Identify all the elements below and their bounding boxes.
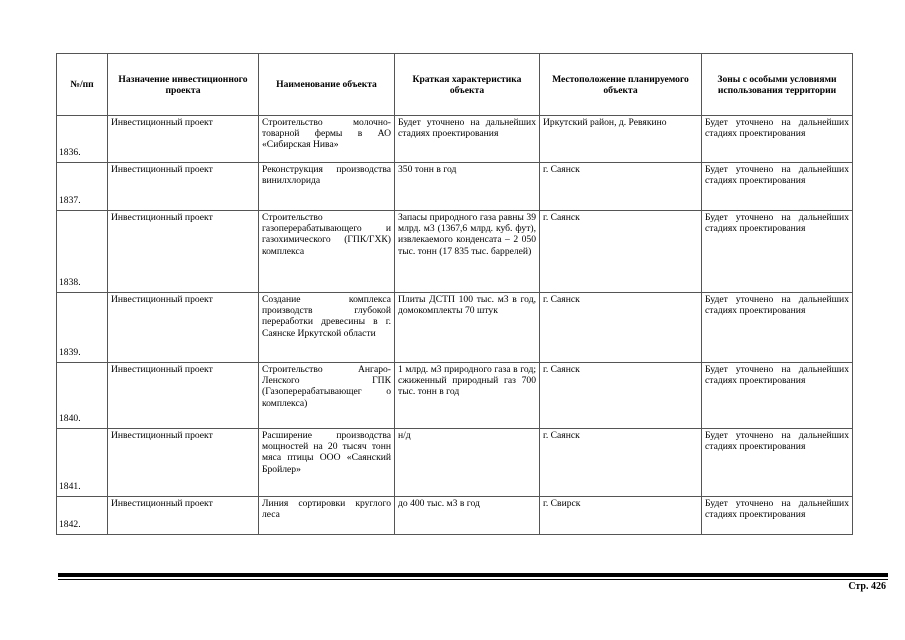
table-row [57,429,853,497]
row-number: 1842. [57,497,108,535]
investment-projects-table [56,53,853,535]
table-header-row [57,54,853,116]
row-special-zones: Будет уточнено на дальнейших стадиях проектирования [702,293,853,363]
footer-divider-thick [58,573,888,577]
row-object-name: Реконструкция производства винилхлорида [259,163,395,211]
row-number: 1836. [57,116,108,163]
row-purpose: Инвестиционный проект [108,497,259,535]
row-location: Иркутский район, д. Ревякино [540,116,702,163]
row-number: 1837. [57,163,108,211]
row-special-zones: Будет уточнено на дальнейших стадиях проектирования [702,116,853,163]
table-row [57,293,853,363]
row-characteristics: Будет уточнено на дальнейших стадиях проектирования [395,116,540,163]
row-object-name: Создание комплекса производств глубокой переработки древесины в г. Саянске Иркутской области [259,293,395,363]
row-characteristics: Плиты ДСТП 100 тыс. м3 в год, домокомплекты 70 штук [395,293,540,363]
table-row [57,116,853,163]
row-characteristics: н/д [395,429,540,497]
row-object-name: Строительство Ангаро-Ленского ГПК (Газоперерабатывающег о комплекса) [259,363,395,429]
row-purpose: Инвестиционный проект [108,429,259,497]
table-row [57,363,853,429]
header-object-name: Наименование объекта [259,54,395,116]
row-location: г. Свирск [540,497,702,535]
row-location: г. Саянск [540,211,702,293]
row-purpose: Инвестиционный проект [108,363,259,429]
footer-divider-thin [58,579,888,580]
row-special-zones: Будет уточнено на дальнейших стадиях проектирования [702,497,853,535]
row-object-name: Линия сортировки круглого леса [259,497,395,535]
row-purpose: Инвестиционный проект [108,163,259,211]
header-special-zones: Зоны с особыми условиями использования территории [702,54,853,116]
row-special-zones: Будет уточнено на дальнейших стадиях проектирования [702,211,853,293]
row-location: г. Саянск [540,363,702,429]
header-location: Местоположение планируемого объекта [540,54,702,116]
row-purpose: Инвестиционный проект [108,116,259,163]
header-characteristics: Краткая характеристика объекта [395,54,540,116]
row-purpose: Инвестиционный проект [108,293,259,363]
table-row [57,211,853,293]
row-special-zones: Будет уточнено на дальнейших стадиях проектирования [702,429,853,497]
row-location: г. Саянск [540,163,702,211]
row-special-zones: Будет уточнено на дальнейших стадиях проектирования [702,163,853,211]
row-object-name: Расширение производства мощностей на 20 тысяч тонн мяса птицы ООО «Саянский Бройлер» [259,429,395,497]
row-number: 1840. [57,363,108,429]
header-purpose: Назначение инвестиционного проекта [108,54,259,116]
row-special-zones: Будет уточнено на дальнейших стадиях проектирования [702,363,853,429]
row-characteristics: до 400 тыс. м3 в год [395,497,540,535]
row-purpose: Инвестиционный проект [108,211,259,293]
header-number: №/пп [57,54,108,116]
table-row [57,163,853,211]
row-number: 1839. [57,293,108,363]
row-location: г. Саянск [540,429,702,497]
table-row [57,497,853,535]
row-object-name: Строительство молочно-товарной фермы в АО «Сибирская Нива» [259,116,395,163]
row-number: 1841. [57,429,108,497]
row-characteristics: 350 тонн в год [395,163,540,211]
page-number: Стр. 426 [848,581,886,592]
row-number: 1838. [57,211,108,293]
row-characteristics: 1 млрд. м3 природного газа в год; сжиженный природный газ 700 тыс. тонн в год [395,363,540,429]
row-characteristics: Запасы природного газа равны 39 млрд. м3 (1367,6 млрд. куб. фут), извлекаемого конденсата – 2 050 тыс. тонн (17 835 тыс. баррелей) [395,211,540,293]
row-object-name: Строительство газоперерабатывающего и газохимического (ГПК/ГХК) комплекса [259,211,395,293]
row-location: г. Саянск [540,293,702,363]
